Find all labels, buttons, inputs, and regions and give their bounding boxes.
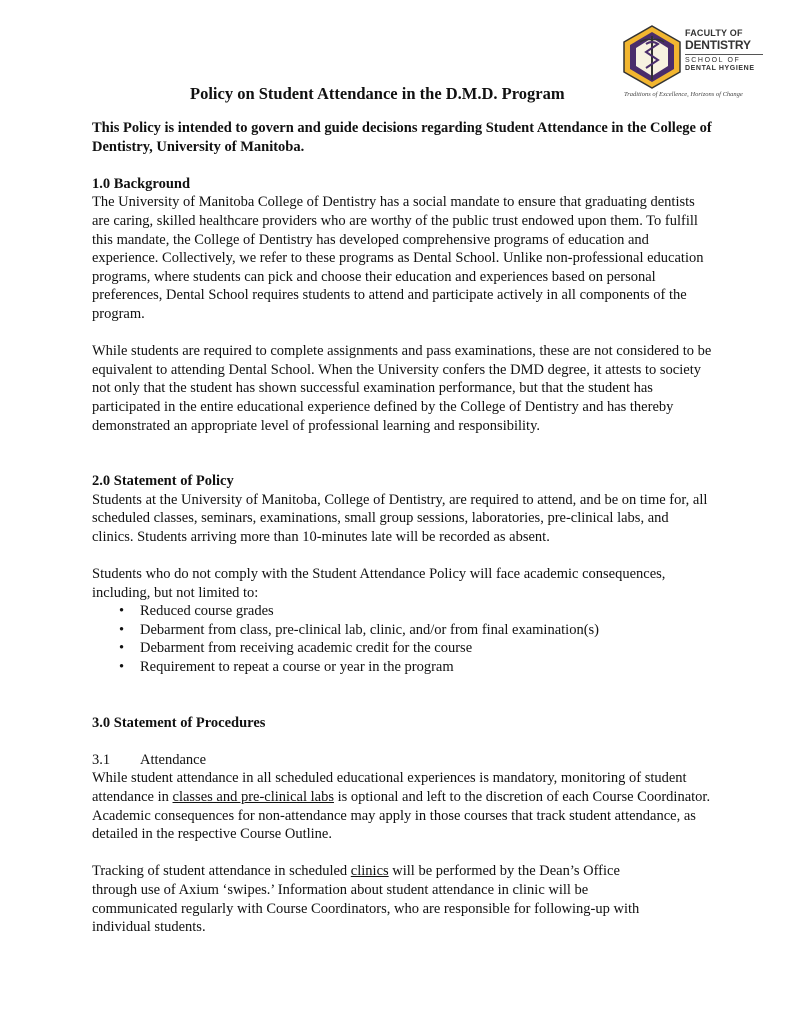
document-title: Policy on Student Attendance in the D.M.D. Program [190, 84, 565, 103]
list-item-text: Debarment from receiving academic credit for the course [140, 640, 473, 657]
consequences-list [92, 602, 712, 676]
text-run: is optional and left to the discretion of each Course Coordinator. Academic consequences for non-attendance may apply in those courses that track student attendance, as detailed in the respective Course Outline. [92, 789, 711, 843]
list-item-text: Reduced course grades [140, 603, 274, 620]
section-3-paragraph-2 [92, 862, 652, 936]
underlined-text: classes and pre-clinical labs [172, 789, 334, 805]
section-3-paragraph-1 [92, 769, 712, 843]
section-1-paragraph-1: The University of Manitoba College of Dentistry has a social mandate to ensure that graduating dentists are caring, skilled healthcare providers who are worthy of the public trust endowed upon them. To fulfill this mandate, the College of Dentistry has developed comprehensive programs of education and experience. Collectively, we refer to these programs as Dental School. Unlike non-professional education programs, where students can pick and choose their education and experiences based on personal preferences, Dental School requires students to attend and participate actively in all components of the program. [92, 194, 704, 322]
section-2-paragraph-1: Students at the University of Manitoba, College of Dentistry, are required to attend, and be on time for, all scheduled classes, seminars, examinations, small group sessions, laboratories, pre-clinical labs, and clinics. Students arriving more than 10-minutes late will be recorded as absent. [92, 491, 708, 545]
subsection-title: Attendance [140, 751, 207, 768]
logo-line-1: FACULTY OF [685, 28, 743, 38]
bullet-icon: • [119, 603, 125, 620]
faculty-logo [620, 24, 780, 104]
bullet-icon: • [119, 621, 125, 638]
list-item [92, 639, 712, 658]
logo-line-3: SCHOOL OF [685, 57, 741, 64]
section-2-paragraph-2: Students who do not comply with the Student Attendance Policy will face academic consequences, including, but not limited to: [92, 566, 666, 601]
text-run: Tracking of student attendance in scheduled [92, 863, 351, 880]
text-run: will be performed by the Dean’s Office through use of Axium ‘swipes.’ Information about student attendance in clinic will be communicated regularly with Course Coordinators, who are responsible for following-up with individual students. [92, 863, 640, 936]
section-2-heading: 2.0 Statement of Policy [92, 473, 234, 490]
intro-paragraph: This Policy is intended to govern and guide decisions regarding Student Attendance in the College of Dentistry, University of Manitoba. [92, 120, 712, 155]
logo-divider [685, 54, 763, 55]
list-item [92, 621, 712, 640]
text-run: While student attendance in all scheduled educational experiences is mandatory, monitoring of student attendance in [92, 770, 687, 805]
section-1-paragraph-2: While students are required to complete assignments and pass examinations, these are not considered to be equivalent to attending Dental School. When the University confers the DMD degree, it attests to society not only that the student has shown successful examination performance, but that the student has participated in the entire educational experience defined by the College of Dentistry and has thereby demonstrated an appropriate level of professional learning and responsibility. [92, 343, 712, 434]
list-item [92, 602, 712, 621]
underlined-text: clinics [350, 863, 389, 880]
list-item-text: Debarment from class, pre-clinical lab, clinic, and/or from final examination(s) [140, 621, 599, 638]
bullet-icon: • [119, 640, 125, 657]
bullet-icon: • [119, 659, 125, 676]
subsection-heading [92, 751, 712, 770]
logo-line-2: DENTISTRY [685, 38, 751, 52]
section-1-heading: 1.0 Background [92, 175, 191, 192]
subsection-number: 3.1 [92, 751, 111, 768]
dentistry-crest-icon [620, 24, 684, 90]
list-item-text: Requirement to repeat a course or year in the program [140, 659, 454, 676]
section-3-heading: 3.0 Statement of Procedures [92, 714, 266, 731]
list-item [92, 658, 712, 677]
document-body [92, 119, 712, 937]
logo-tagline: Traditions of Excellence, Horizons of Change [624, 91, 743, 98]
logo-line-4: DENTAL HYGIENE [685, 65, 755, 72]
